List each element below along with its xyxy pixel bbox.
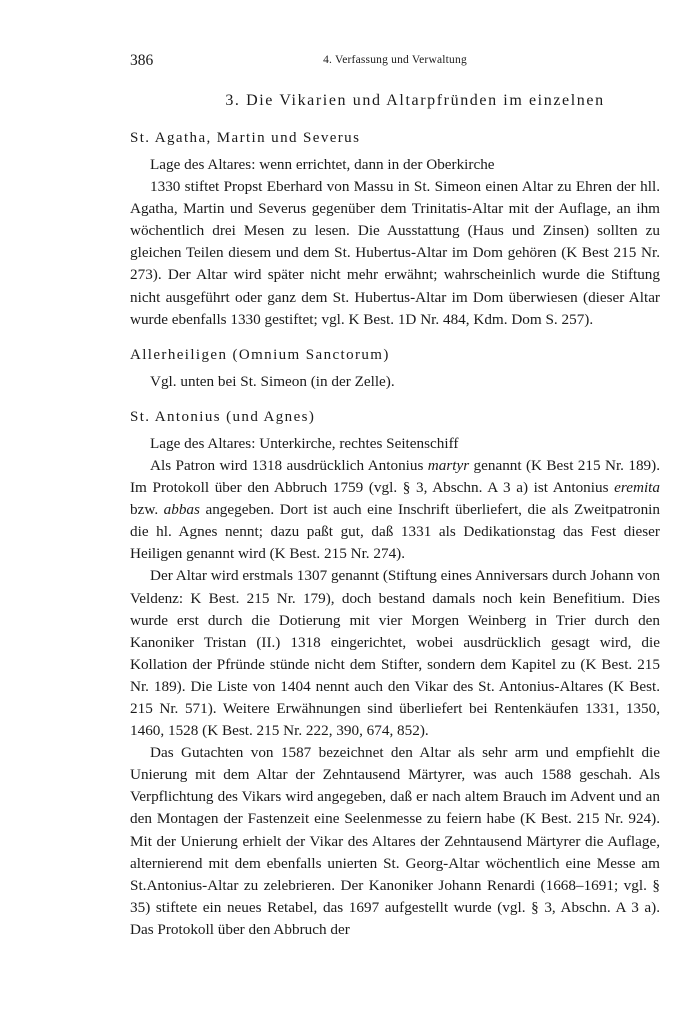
section-title-agatha: St. Agatha, Martin und Severus xyxy=(130,130,361,146)
section-title-allerheiligen: Allerheiligen (Omnium Sanctorum) xyxy=(130,346,390,363)
chapter-title: 3. Die Vikarien und Altarpfründen im einzelnen xyxy=(225,92,605,109)
paragraph: Lage des Altares: Unterkirche, rechtes Seitenschiff xyxy=(150,434,459,452)
text-run: bzw. xyxy=(130,501,164,519)
italic-term: eremita xyxy=(614,479,660,497)
paragraph: Der Altar wird erstmals 1307 genannt (Stiftung eines Anniversars durch Johann von Veldenz: K Best. 215 Nr. 179), doch bestand damals noch kein Benefitium. Dies wurde erst durch die Dotierung mit vier Morgen Weinberg in Trier durch den Kanoniker Tristan (II.) 1318 eingerichtet, wobei ausdrücklich gesagt wird, die Kollation der Pfründe stünde nicht dem Stifter, sondern dem Kapitel zu (K Best. 215 Nr. 189). Die Liste von 1404 nennt auch den Vikar des St. Antonius-Altares (K Best. 215 Nr. 571). Weitere Erwähnungen sind überliefert bei Rentenkäufen 1331, 1350, 1460, 1528 (K Best. 215 Nr. 222, 390, 674, 852). xyxy=(130,567,660,740)
paragraph: Vgl. unten bei St. Simeon (in der Zelle). xyxy=(150,372,395,390)
paragraph xyxy=(130,455,660,565)
italic-term: abbas xyxy=(163,501,200,519)
paragraph: Das Gutachten von 1587 bezeichnet den Altar als sehr arm und empfiehlt die Unierung mit dem Altar der Zehntausend Märtyrer, was auch 1588 geschah. Als Verpflichtung des Vikars wird angegeben, daß er nach altem Brauch im Advent und an den Montagen der Fastenzeit eine Seelenmesse zu feiern habe (K Best. 215 Nr. 924). Mit der Unierung erhielt der Vikar des Altares der Zehntausend Märtyrer die Auflage, alternierend mit dem ebenfalls unierten St. Georg-Altar wöchentlich eine Messe am St.Antonius-Altar zu zelebrieren. Der Kanoniker Johann Renardi (1668–1691; vgl. § 35) stiftete ein neues Retabel, das 1697 aufgestellt wurde (vgl. § 3, Abschn. A 3 a). Das Protokoll über den Abbruch der xyxy=(130,744,660,938)
page-header xyxy=(130,52,660,74)
text-run: Als Patron wird 1318 ausdrücklich Antonius xyxy=(150,456,428,474)
running-head: 4. Verfassung und Verwaltung xyxy=(323,54,467,66)
paragraph: 1330 stiftet Propst Eberhard von Massu in St. Simeon einen Altar zu Ehren der hll. Agatha, Martin und Severus gegenüber dem Trinitatis-Altar mit der Auflage, an ihm wöchentlich drei Mesen zu lesen. Die Ausstattung (Haus und Zinsen) sollten zu gleichen Teilen diesem und dem St. Hubertus-Altar im Dom gehören (K Best 215 Nr. 273). Der Altar wird später nicht mehr erwähnt; wahrscheinlich wurde die Stiftung nicht ausgeführt oder ganz dem St. Hubertus-Altar im Dom überwiesen (dieser Altar wurde ebenfalls 1330 gestiftet; vgl. K Best. 1D Nr. 484, Kdm. Dom S. 257). xyxy=(130,178,660,328)
page-content xyxy=(130,86,660,941)
section-title-antonius: St. Antonius (und Agnes) xyxy=(130,408,316,425)
text-run: angegeben. Dort ist auch eine Inschrift überliefert, die als Zweitpatronin die hl. Agnes nennt; dazu paßt gut, daß 1331 als Dedikationstag das Fest dieser Heiligen genannt wird (K Best. 215 Nr. 274). xyxy=(130,501,660,563)
italic-term: martyr xyxy=(427,456,470,474)
page-number: 386 xyxy=(130,52,154,69)
paragraph: Lage des Altares: wenn errichtet, dann in der Oberkirche xyxy=(150,156,495,173)
text-run: genannt (K Best 215 Nr. 189). Im Protokoll über den Abbruch 1759 (vgl. § 3, Abschn. A 3 a) ist Antonius xyxy=(130,456,660,497)
